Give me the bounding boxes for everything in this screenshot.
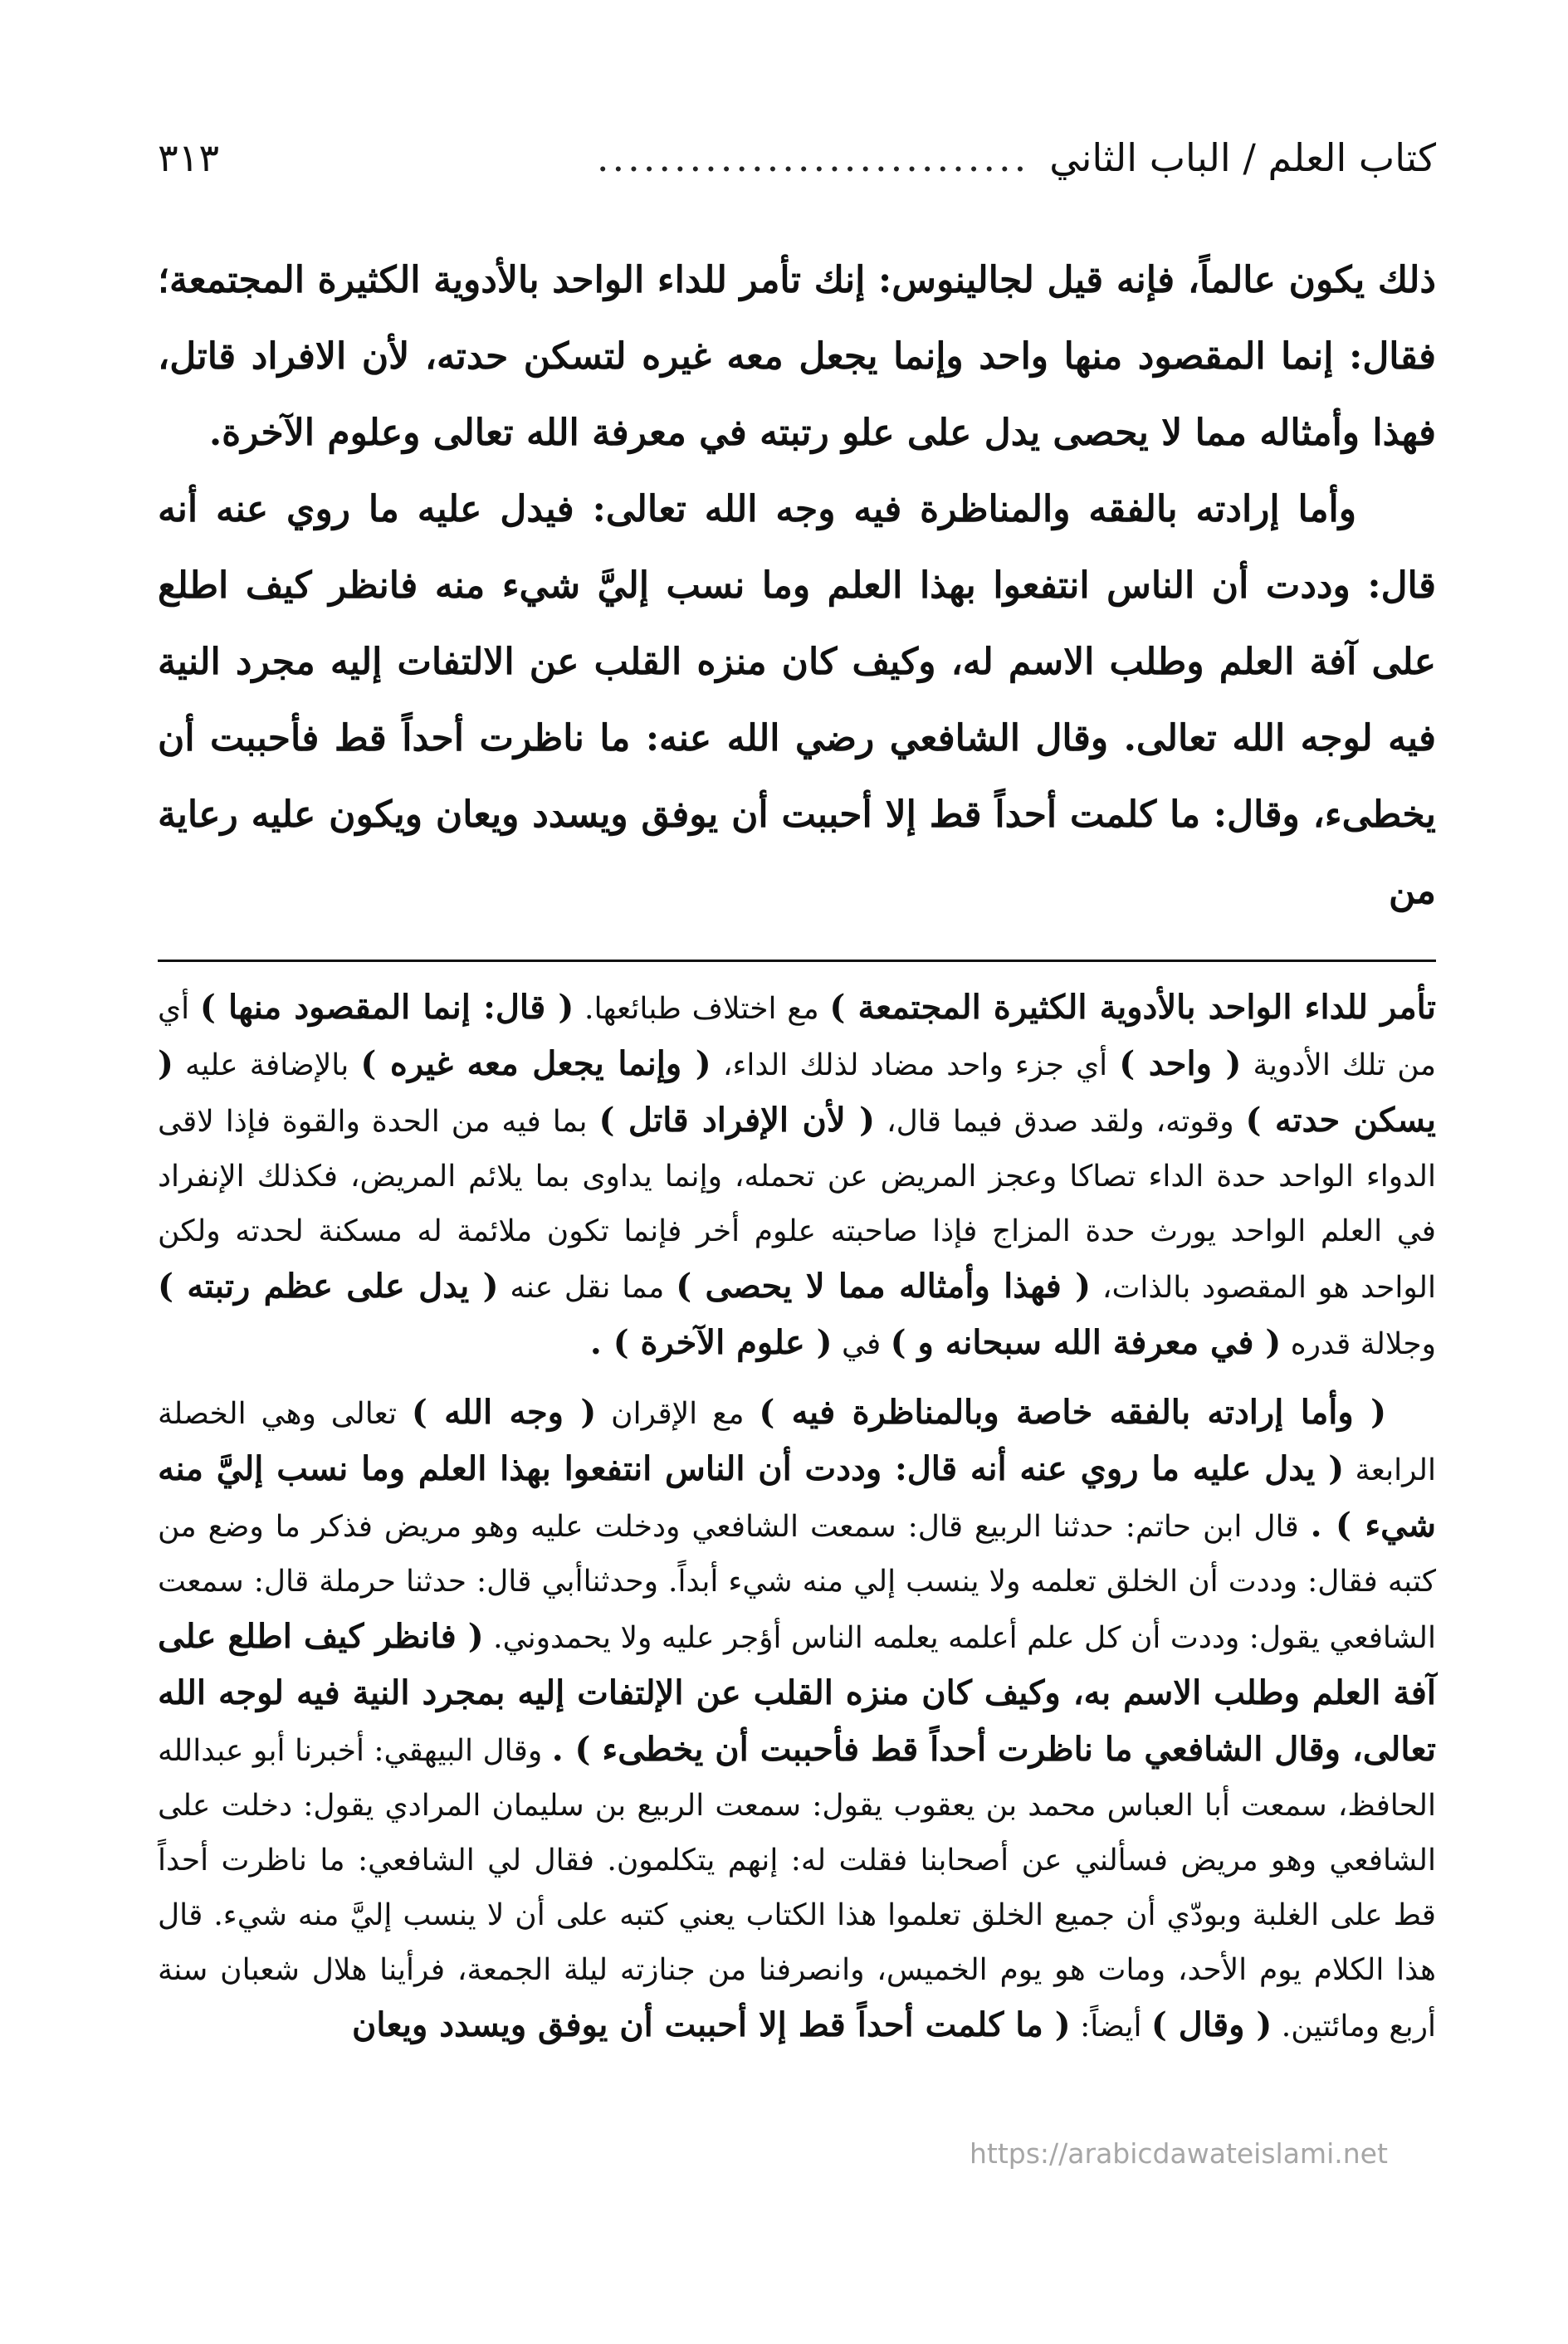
commentary-span: أي من تلك الأدوية	[158, 992, 1436, 1082]
book-page	[158, 125, 1436, 2249]
commentary-span: أي جزء واحد مضاد لذلك الداء،	[711, 1048, 1120, 1082]
commentary-bold-span: ( فانظر كيف اطلع على آفة العلم وطلب الاسم به، وكيف كان منزه القلب عن الإلتفات إليه بمجرد النية فيه لوجه الله تعالى، وقال الشافعي ما ناظرت أحداً قط فأحببت أن يخطىء ) .	[158, 1617, 1436, 1769]
commentary-span: بالإضافة عليه	[173, 1048, 361, 1082]
commentary-bold-span: ( وجه الله )	[411, 1393, 597, 1432]
commentary-bold-span: ( يسكن حدته )	[158, 1044, 1436, 1140]
footnote-divider	[158, 960, 1436, 962]
commentary-bold-span: ( قال: إنما المقصود منها )	[199, 988, 574, 1027]
commentary-span: وقوته، ولقد صدق فيما قال،	[875, 1105, 1246, 1139]
main-text	[158, 242, 1436, 930]
commentary-bold-span: ( وأما إرادته بالفقه خاصة وبالمناظرة فيه )	[759, 1393, 1386, 1432]
commentary-bold-span: تأمر للداء الواحد بالأدوية الكثيرة المجتمعة )	[829, 988, 1436, 1027]
commentary-bold-span: ( فهذا وأمثاله مما لا يحصى )	[676, 1267, 1092, 1306]
commentary-bold-span: ( واحد )	[1119, 1044, 1242, 1083]
commentary-span: مع الإقران	[596, 1397, 760, 1431]
commentary	[158, 980, 1436, 2054]
commentary-bold-span: ( يدل عليه ما روي عنه أنه قال: وددت أن الناس انتفعوا بهذا العلم وما نسب إليَّ منه شيء ) .	[158, 1449, 1436, 1545]
commentary-span: بما فيه من الحدة والقوة فإذا لاقى الدواء الواحد حدة الداء تصاكا وعجز المريض عن تحمله، وإنما يداوى بما يلائم المريض، فكذلك الإنفراد في العلم الواحد يورث حدة المزاج فإذا صاحبته علوم أخر فإنما تكون ملائمة له مسكنة لحدته ولكن الواحد هو المقصود بالذات،	[158, 1105, 1436, 1305]
commentary-span: مع اختلاف طبائعها.	[574, 992, 830, 1026]
commentary-bold-span: ( يدل على عظم رتبته )	[158, 1267, 499, 1306]
commentary-span: في	[832, 1327, 891, 1361]
header-title: كتاب العلم / الباب الثاني	[1049, 135, 1436, 180]
commentary-span: تعالى وهي الخصلة الرابعة	[158, 1397, 1437, 1487]
commentary-bold-span: ( علوم الآخرة ) .	[589, 1323, 833, 1362]
commentary-span: أيضاً:	[1070, 2009, 1151, 2044]
running-header	[158, 125, 1436, 191]
commentary-bold-span: ( ما كلمت أحداً قط إلا أحببت أن يوفق ويسدد ويعان	[351, 2005, 1071, 2044]
commentary-paragraph-1	[158, 980, 1436, 1372]
watermark-url: https://arabicdawateislami.net	[970, 2137, 1388, 2170]
commentary-bold-span: ( في معرفة الله سبحانه و )	[890, 1323, 1282, 1362]
commentary-span: وقال البيهقي: أخبرنا أبو عبدالله الحافظ، سمعت أبا العباس محمد بن يعقوب يقول: سمعت الربيع بن سليمان المرادي يقول: دخلت على الشافعي وهو مريض فسألني عن أصحابنا فقلت له: إنهم يتكلمون. فقال لي الشافعي: ما ناظرت أحداً قط على الغلبة وبودّي أن جميع الخلق تعلموا هذا الكتاب يعني كتبه على أن لا ينسب إليَّ منه شيء. قال هذا الكلام يوم الأحد، ومات هو يوم الخميس، وانصرفنا من جنازته ليلة الجمعة، فرأينا هلال شعبان سنة أربع ومائتين.	[158, 1734, 1436, 2044]
commentary-bold-span: ( وإنما يجعل معه غيره )	[360, 1044, 711, 1083]
commentary-span: قال ابن حاتم: حدثنا الربيع قال: سمعت الشافعي ودخلت عليه وهو مريض فذكر ما وضع من كتبه فقال: وددت أن الخلق تعلمه ولا ينسب إلي منه شيء أبداً. وحدثناأبي قال: حدثنا حرملة قال: سمعت الشافعي يقول: وددت أن كل علم أعلمه يعلمه الناس أؤجر عليه ولا يحمدوني.	[158, 1510, 1436, 1655]
commentary-span: مما نقل عنه	[498, 1271, 677, 1305]
main-paragraph-1: ذلك يكون عالماً، فإنه قيل لجالينوس: إنك تأمر للداء الواحد بالأدوية الكثيرة المجتمعة؛ فقال: إنما المقصود منها واحد وإنما يجعل معه غيره لتسكن حدته، لأن الافراد قاتل، فهذا وأمثاله مما لا يحصى يدل على علو رتبته في معرفة الله تعالى وعلوم الآخرة.	[158, 259, 1436, 454]
header-leader-dots: ............................	[596, 135, 1030, 180]
page-number: ٣١٣	[158, 135, 220, 180]
main-paragraph-2: وأما إرادته بالفقه والمناظرة فيه وجه الله تعالى: فيدل عليه ما روي عنه أنه قال: وددت أن الناس انتفعوا بهذا العلم وما نسب إليَّ شيء منه فانظر كيف اطلع على آفة العلم وطلب الاسم له، وكيف كان منزه القلب عن الالتفات إليه مجرد النية فيه لوجه الله تعالى. وقال الشافعي رضي الله عنه: ما ناظرت أحداً قط فأحببت أن يخطىء، وقال: ما كلمت أحداً قط إلا أحببت أن يوفق ويسدد ويعان ويكون عليه رعاية من	[158, 488, 1436, 912]
commentary-bold-span: ( لأن الإفراد قاتل )	[598, 1101, 876, 1140]
commentary-span: وجلالة قدره	[1281, 1327, 1436, 1361]
commentary-bold-span: ( وقال )	[1150, 2005, 1272, 2044]
commentary-paragraph-2	[158, 1385, 1436, 2054]
